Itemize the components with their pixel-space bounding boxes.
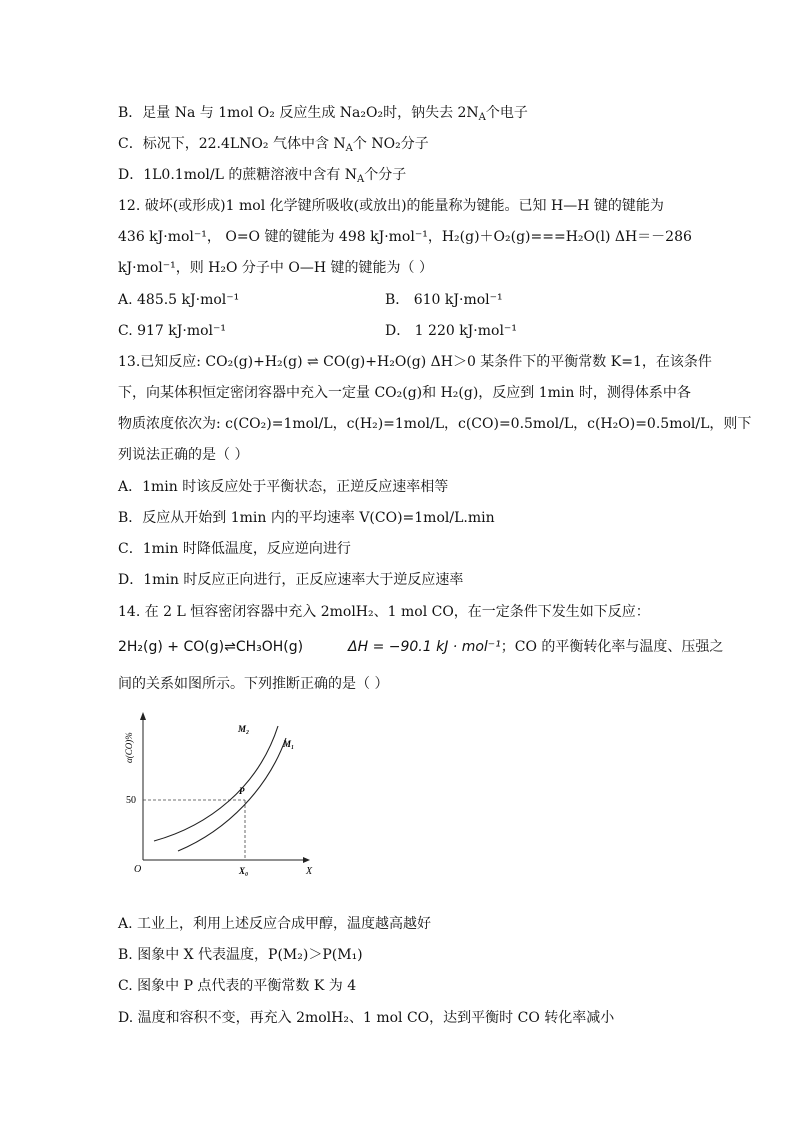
conversion-chart	[118, 708, 318, 883]
q12-stem-line3: kJ·mol⁻¹，则 H₂O 分子中 O—H 键的键能为（ ）	[118, 260, 433, 276]
q13-stem-line4: 列说法正确的是（ ）	[118, 447, 249, 463]
q14-equation: 2H₂(g) + CO(g)⇌CH₃OH(g)	[118, 639, 304, 655]
q14-stem-line3: 间的关系如图所示。下列推断正确的是（ ）	[118, 676, 389, 692]
x-axis-label: X	[306, 866, 313, 877]
series-m2-line	[154, 726, 278, 841]
y-axis-label: α(CO)%	[124, 732, 134, 763]
y-tick-label: 50	[126, 795, 136, 806]
q12-stem-line1: 12. 破坏(或形成)1 mol 化学键所吸收(或放出)的能量称为键能。已知 H—H 键的键能为	[118, 198, 664, 214]
origin-label: O	[134, 864, 142, 875]
x-tick-label: X₀	[239, 866, 249, 876]
q14-stem-line2: 2H₂(g) + CO(g)⇌CH₃OH(g) ΔH = −90.1 kJ · mol⁻¹；CO 的平衡转化率与温度、压强之	[118, 639, 724, 655]
q11-option-c: C．标况下，22.4LNO₂ 气体中含 $N_A$个 NO₂分子	[118, 136, 429, 154]
q13-stem-line1: 13.已知反应: CO₂(g)+H₂(g) ⇌ CO(g)+H₂O(g) ΔH＞0 某条件下的平衡常数 K=1，在该条件	[118, 354, 712, 370]
q12-option-d: D． 1 220 kJ·mol⁻¹	[385, 323, 517, 339]
series-m2-label: M₂	[238, 724, 250, 734]
q14-stem-line1: 14. 在 2 L 恒容密闭容器中充入 2molH₂、1 mol CO，在一定条件下发生如下反应：	[118, 604, 650, 620]
q13-option-a: A．1min 时该反应处于平衡状态，正逆反应速率相等	[118, 479, 449, 495]
q12-option-a: A. 485.5 kJ·mol⁻¹	[118, 292, 240, 308]
q14-option-a: A. 工业上，利用上述反应合成甲醇，温度越高越好	[118, 916, 432, 932]
series-m1-line	[178, 738, 286, 851]
q12-stem-line2: 436 kJ·mol⁻¹， O=O 键的键能为 498 kJ·mol⁻¹，H₂(g)＋O₂(g)===H₂O(l) ΔH＝－286	[118, 229, 692, 245]
q13-stem-line2: 下，向某体积恒定密闭容器中充入一定量 CO₂(g)和 H₂(g)，反应到 1min 时，测得体系中各	[118, 385, 691, 401]
series-m1-label: M₁	[283, 739, 295, 749]
x-axis-arrow	[303, 857, 310, 863]
q11-option-d: D．1L0.1mol/L 的蔗糖溶液中含有 $N_A$个分子	[118, 167, 407, 185]
q13-option-b: B．反应从开始到 1min 内的平均速率 V(CO)=1mol/L.min	[118, 510, 495, 526]
q14-option-b: B. 图象中 X 代表温度，P(M₂)＞P(M₁)	[118, 947, 363, 963]
q12-option-b: B． 610 kJ·mol⁻¹	[385, 292, 503, 308]
point-p-label: P	[239, 786, 245, 796]
q12-option-c: C. 917 kJ·mol⁻¹	[118, 323, 227, 339]
q13-stem-line3: 物质浓度依次为: c(CO₂)=1mol/L，c(H₂)=1mol/L，c(CO)=0.5mol/L，c(H₂O)=0.5mol/L，则下	[118, 416, 752, 432]
q13-option-c: C．1min 时降低温度，反应逆向进行	[118, 541, 351, 557]
q13-option-d: D．1min 时反应正向进行，正反应速率大于逆反应速率	[118, 572, 464, 588]
q14-option-d: D. 温度和容积不变，再充入 2molH₂、1 mol CO，达到平衡时 CO 转化率减小	[118, 1010, 615, 1026]
q11-option-b: B．足量 Na 与 1mol O₂ 反应生成 Na₂O₂时，钠失去 $2N_A$个电子	[118, 105, 528, 123]
y-axis-arrow	[140, 712, 146, 720]
q14-enthalpy: ΔH = −90.1 kJ · mol⁻¹	[348, 639, 501, 655]
q14-option-c: C. 图象中 P 点代表的平衡常数 K 为 4	[118, 978, 357, 994]
